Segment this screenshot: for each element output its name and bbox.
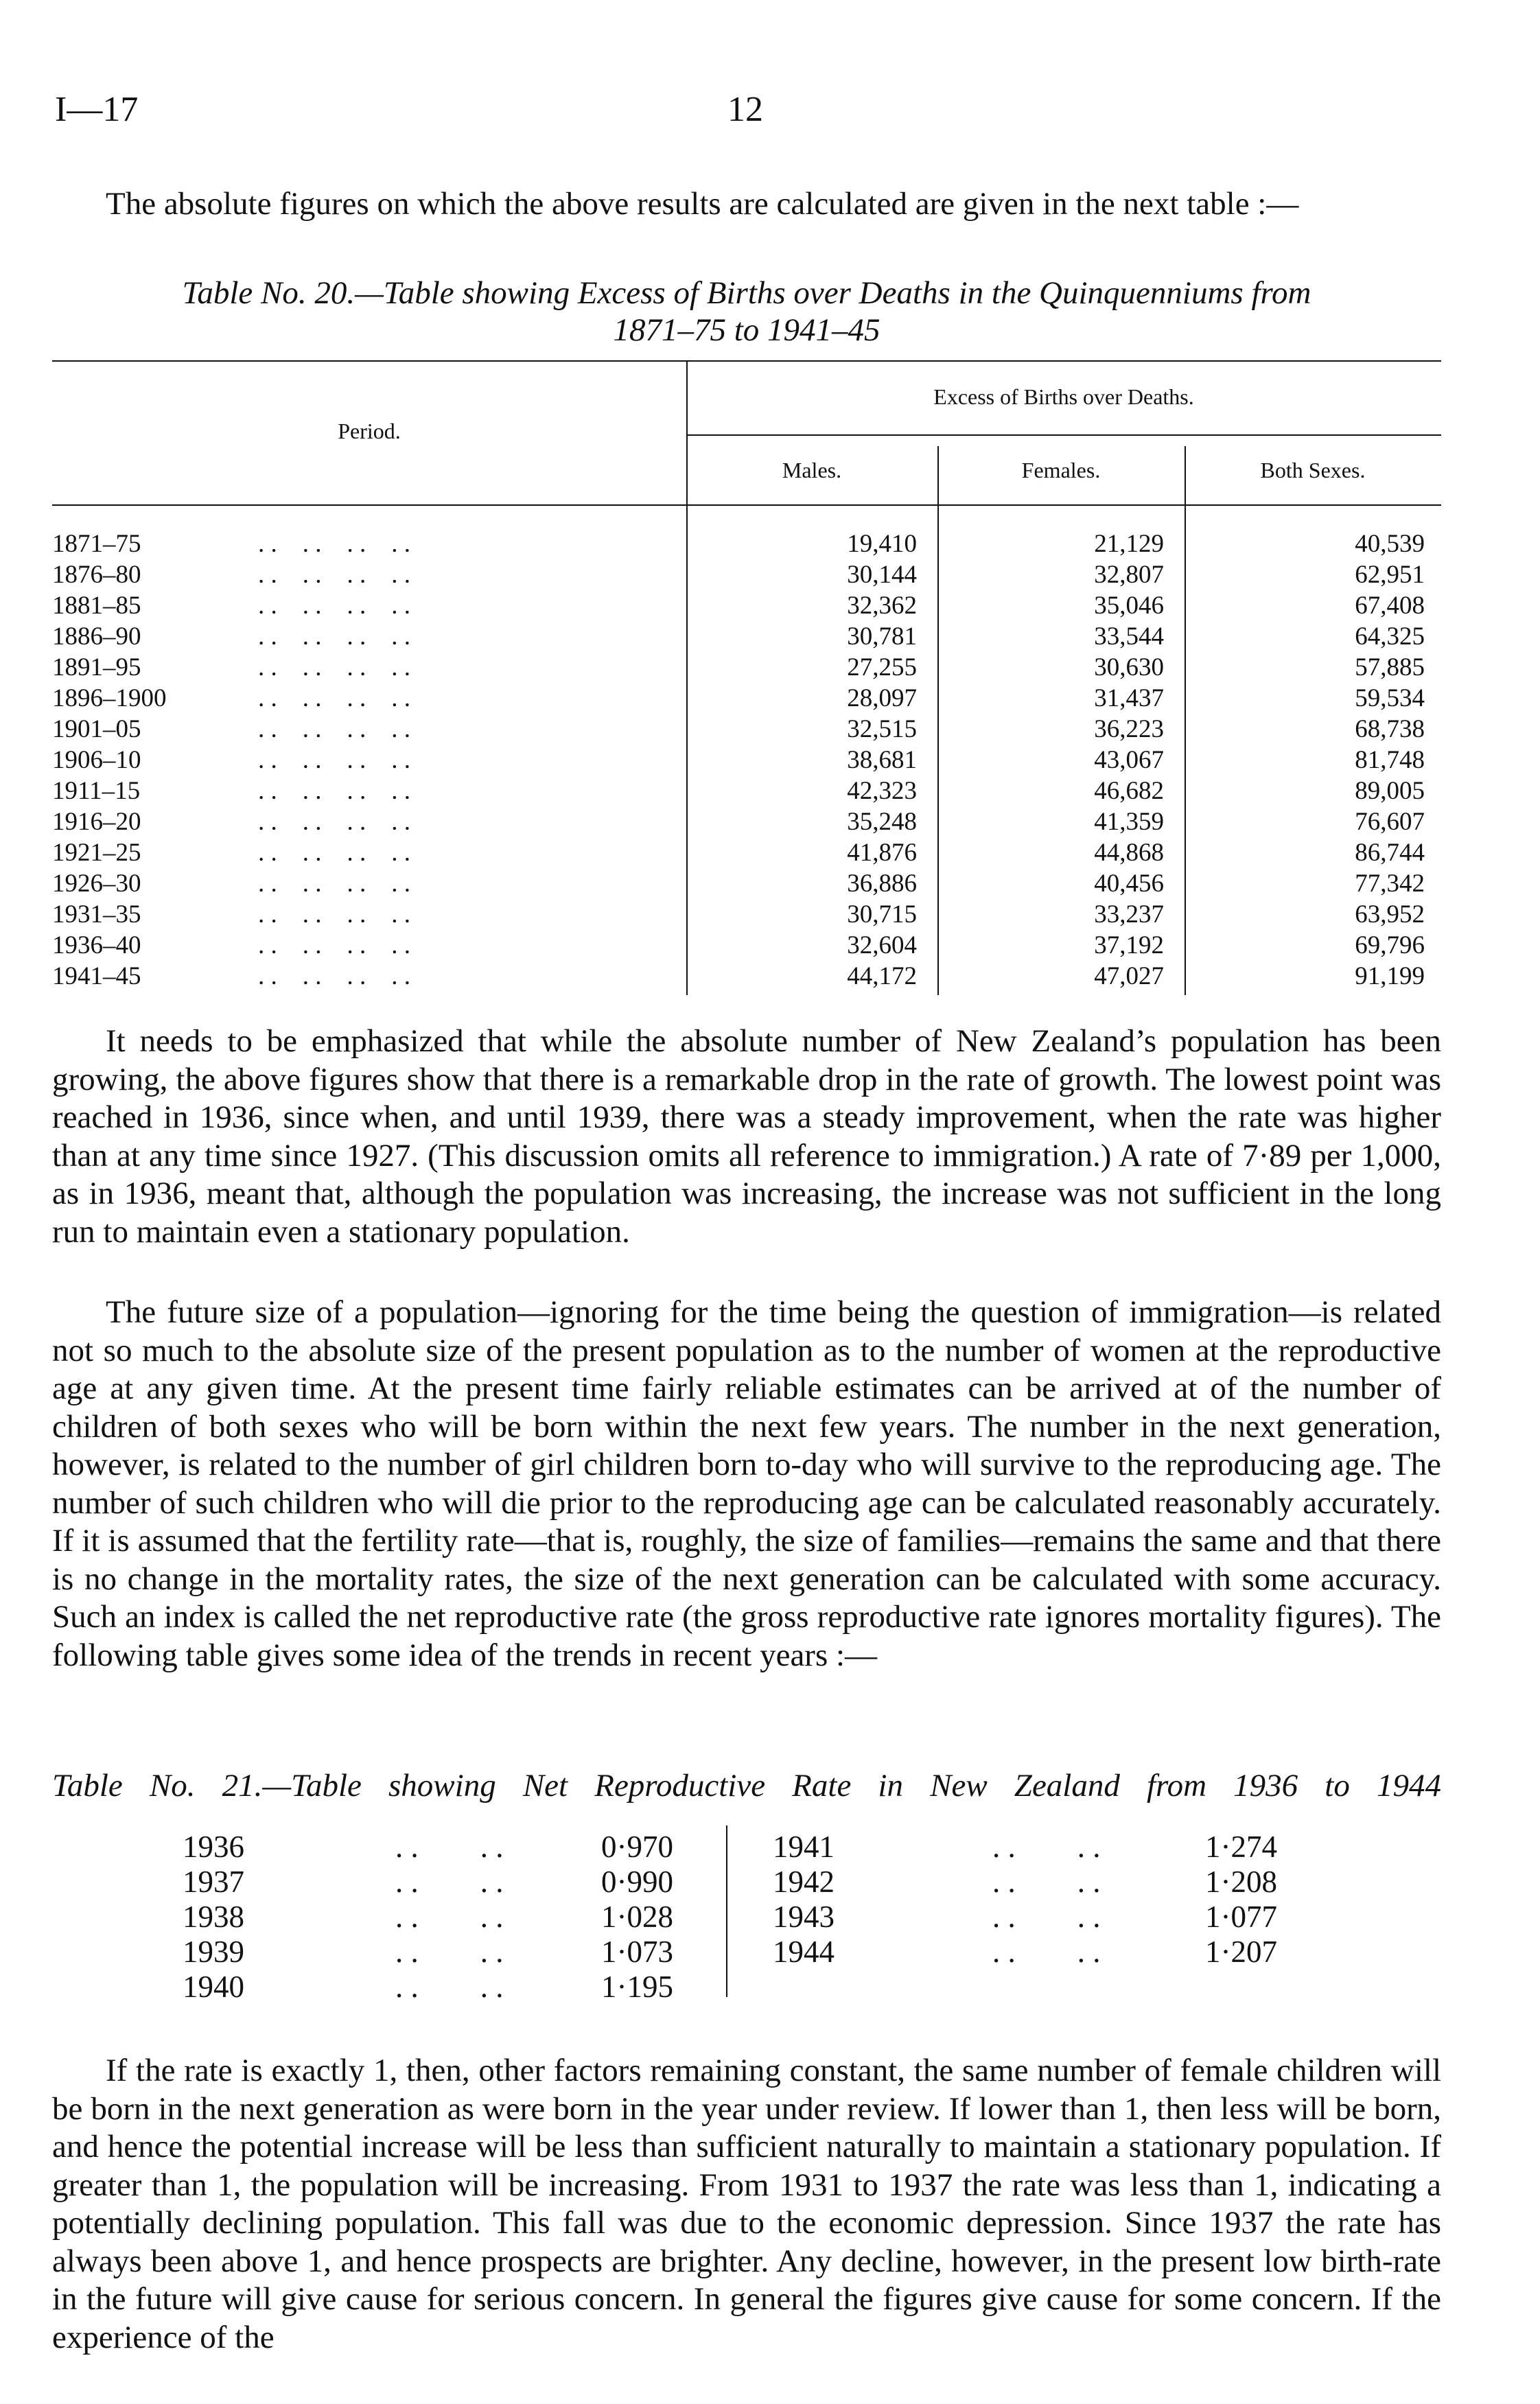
table20-males-cell: 41,876 [847,839,917,867]
table21-leader-dots: . . . . [395,1970,504,2004]
table21-year-cell: 1942 [773,1865,835,1899]
table20-males-cell: 44,172 [847,962,917,990]
table20-period-cell: 1871–75 [52,530,141,558]
table20-period-cell: 1881–85 [52,592,141,620]
table21-rate-cell: 1·207 [1205,1935,1277,1969]
table21-rate-cell: 1·195 [601,1970,673,2004]
table20-leader-dots: . . . . . . . . [258,746,410,774]
table20-both-cell: 68,738 [1355,715,1425,743]
table21-rate-cell: 1·274 [1205,1830,1277,1864]
table20-females-cell: 33,544 [1094,622,1164,651]
table20-leader-dots: . . . . . . . . [258,808,410,836]
table20-leader-dots: . . . . . . . . [258,622,410,651]
table20-both-cell: 67,408 [1355,592,1425,620]
table20-females-cell: 36,223 [1094,715,1164,743]
table20-males-cell: 30,144 [847,561,917,589]
table21-leader-dots: . . . . [992,1935,1101,1969]
table20-leader-dots: . . . . . . . . [258,653,410,681]
table20-both-cell: 81,748 [1355,746,1425,774]
table20-leader-dots: . . . . . . . . [258,931,410,959]
table20-subheader-rule [686,434,1441,436]
paragraph-growth: It needs to be emphasized that while the absolute number of New Zealand’s population has been growing, the above figures show that there is a remarkable drop in the rate of growth. The lowest point was reached in 1936, since when, and until 1939, there was a steady improvement, when the rate was higher than at any time since 1927. (This discussion omits all reference to immigration.) A rate of 7·89 per 1,000, as in 1936, meant that, although the population was increasing, the increase was not sufficient in the long run to maintain even a stationary population. [52,1023,1441,1250]
paragraph-rate-interpretation: If the rate is exactly 1, then, other factors remaining constant, the same number of female children will be born in the next generation as were born in the year under review. If lower than 1, then less will be born, and hence the potential increase will be less than sufficient naturally to maintain a stationary population. If greater than 1, the population will be increasing. From 1931 to 1937 the rate was less than 1, indicating a potentially declining population. This fall was due to the economic depression. Since 1937 the rate has always been above 1, and hence prospects are brighter. Any decline, however, in the present low birth-rate in the future will give cause for serious concern. In general the figures give cause for some concern. If the experience of the [52,2053,1441,2355]
page-number: 12 [727,90,763,129]
table20-period-cell: 1876–80 [52,561,141,589]
document-reference: I—17 [55,90,139,129]
table20-males-cell: 19,410 [847,530,917,558]
table21-year-cell: 1943 [773,1900,835,1934]
table21-year-cell: 1936 [183,1830,244,1864]
table21-rate-cell: 1·077 [1205,1900,1277,1934]
table20-females-cell: 44,868 [1094,839,1164,867]
table21-rate-cell: 1·073 [601,1935,673,1969]
table21-leader-dots: . . . . [992,1865,1101,1899]
table21-year-cell: 1938 [183,1900,244,1934]
table20-males-cell: 27,255 [847,653,917,681]
table20-leader-dots: . . . . . . . . [258,684,410,712]
table20-males-cell: 30,715 [847,900,917,929]
table20-both-cell: 59,534 [1355,684,1425,712]
table21-divider [726,1825,727,1997]
table20-col-both: Both Sexes. [1260,458,1366,482]
table20-males-cell: 32,604 [847,931,917,959]
table20-top-rule [52,360,1441,362]
table20-males-cell: 35,248 [847,808,917,836]
table20-both-cell: 89,005 [1355,777,1425,805]
table20-leader-dots: . . . . . . . . [258,715,410,743]
table21-year-cell: 1939 [183,1935,244,1969]
table20-both-cell: 63,952 [1355,900,1425,929]
table20-both-cell: 86,744 [1355,839,1425,867]
table20-period-cell: 1931–35 [52,900,141,929]
table20 [52,360,1441,995]
table20-leader-dots: . . . . . . . . [258,962,410,990]
table20-period-cell: 1896–1900 [52,684,167,712]
table20-leader-dots: . . . . . . . . [258,870,410,898]
table20-both-cell: 76,607 [1355,808,1425,836]
table20-col-period: Period. [338,419,401,443]
table20-females-cell: 47,027 [1094,962,1164,990]
table21-leader-dots: . . . . [992,1830,1101,1864]
table20-caption-line2: 1871–75 to 1941–45 [613,312,880,348]
table20-period-cell: 1906–10 [52,746,141,774]
table20-females-cell: 21,129 [1094,530,1164,558]
table20-females-cell: 41,359 [1094,808,1164,836]
table21-year-cell: 1944 [773,1935,835,1969]
table20-period-cell: 1921–25 [52,839,141,867]
table21 [52,1812,1441,2018]
table20-females-cell: 43,067 [1094,746,1164,774]
table21-year-cell: 1940 [183,1970,244,2004]
table20-period-cell: 1926–30 [52,870,141,898]
table20-period-cell: 1886–90 [52,622,141,651]
table20-col-females: Females. [1021,458,1101,482]
table20-both-cell: 40,539 [1355,530,1425,558]
table20-males-cell: 32,515 [847,715,917,743]
table20-both-cell: 64,325 [1355,622,1425,651]
table20-leader-dots: . . . . . . . . [258,839,410,867]
table20-males-cell: 36,886 [847,870,917,898]
table20-females-cell: 31,437 [1094,684,1164,712]
table21-leader-dots: . . . . [395,1900,504,1934]
table21-year-cell: 1937 [183,1865,244,1899]
table20-leader-dots: . . . . . . . . [258,561,410,589]
table21-leader-dots: . . . . [395,1935,504,1969]
table20-period-cell: 1891–95 [52,653,141,681]
table20-both-cell: 69,796 [1355,931,1425,959]
table21-rate-cell: 0·970 [601,1830,673,1864]
table21-leader-dots: . . . . [395,1865,504,1899]
table20-females-cell: 33,237 [1094,900,1164,929]
table20-period-cell: 1916–20 [52,808,141,836]
table20-females-cell: 30,630 [1094,653,1164,681]
table20-both-cell: 62,951 [1355,561,1425,589]
table20-females-cell: 37,192 [1094,931,1164,959]
table20-divider-females [1185,446,1186,995]
table20-col-males: Males. [782,458,842,482]
table20-both-cell: 57,885 [1355,653,1425,681]
table21-rate-cell: 1·208 [1205,1865,1277,1899]
table20-males-cell: 32,362 [847,592,917,620]
table20-header-rule [52,504,1441,506]
table20-females-cell: 35,046 [1094,592,1164,620]
table21-caption: Table No. 21.—Table showing Net Reproductive Rate in New Zealand from 1936 to 1944 [52,1768,1441,1804]
table20-leader-dots: . . . . . . . . [258,592,410,620]
table20-both-cell: 91,199 [1355,962,1425,990]
table20-males-cell: 38,681 [847,746,917,774]
table20-both-cell: 77,342 [1355,870,1425,898]
table21-leader-dots: . . . . [992,1900,1101,1934]
table21-leader-dots: . . . . [395,1830,504,1864]
table20-females-cell: 40,456 [1094,870,1164,898]
table20-males-cell: 30,781 [847,622,917,651]
table20-caption-line1: Table No. 20.—Table showing Excess of Births over Deaths in the Quinquenniums from [182,275,1311,311]
paragraph-future-size: The future size of a population—ignoring for the time being the question of immigration—is related not so much to the absolute size of the present population as to the number of women at the reproductive age at any given time. At the present time fairly reliable estimates can be arrived at of the number of children of both sexes who will be born within the next few years. The number in the next generation, however, is related to the number of girl children born to-day who will survive to the reproducing age. The number of such children who will die prior to the reproducing age can be calculated reasonably accurately. If it is assumed that the fertility rate—that is, roughly, the size of families—remains the same and that there is no change in the mortality rates, the size of the next generation can be calculated with some accuracy. Such an index is called the net reproductive rate (the gross reproductive rate ignores mortality figures). The following table gives some idea of the trends in recent years :— [52,1294,1441,1673]
table21-year-cell: 1941 [773,1830,835,1864]
table20-period-cell: 1936–40 [52,931,141,959]
table20-males-cell: 42,323 [847,777,917,805]
table21-rate-cell: 1·028 [601,1900,673,1934]
table20-period-cell: 1941–45 [52,962,141,990]
table20-leader-dots: . . . . . . . . [258,777,410,805]
table20-females-cell: 46,682 [1094,777,1164,805]
table20-divider-period [686,360,688,995]
table20-males-cell: 28,097 [847,684,917,712]
table21-rate-cell: 0·990 [601,1865,673,1899]
table20-leader-dots: . . . . . . . . [258,900,410,929]
table20-leader-dots: . . . . . . . . [258,530,410,558]
intro-paragraph: The absolute figures on which the above results are calculated are given in the next table :— [106,186,1299,222]
table20-divider-males [937,446,939,995]
table20-period-cell: 1901–05 [52,715,141,743]
table20-females-cell: 32,807 [1094,561,1164,589]
table20-period-cell: 1911–15 [52,777,141,805]
table20-col-group: Excess of Births over Deaths. [933,384,1194,409]
